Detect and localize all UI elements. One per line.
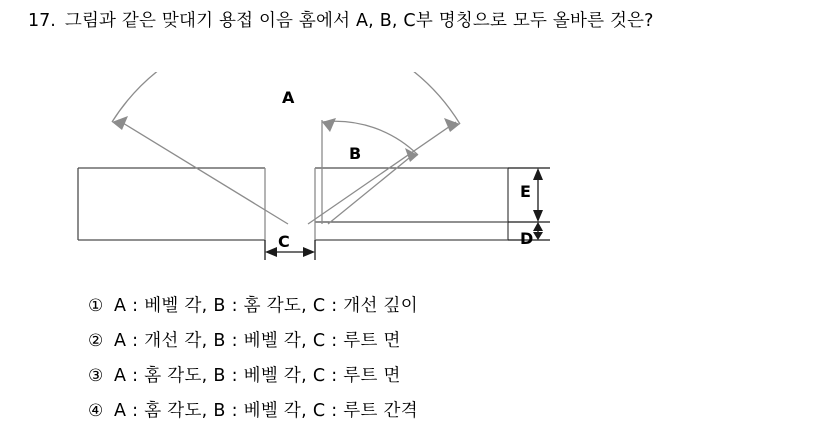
question-number: 17. <box>28 11 56 31</box>
choice-4-marker: ④ <box>88 401 104 421</box>
angle-b-legs <box>322 120 414 224</box>
choice-2-label: A : 개선 각, B : 베벨 각, C : 루트 면 <box>114 331 401 351</box>
question-stem <box>28 8 808 35</box>
choice-3-label: A : 홈 각도, B : 베벨 각, C : 루트 면 <box>114 366 401 386</box>
groove-bevel-lines <box>265 168 315 240</box>
figure-label-e: E <box>520 182 531 201</box>
figure-drawing <box>60 72 580 272</box>
figure-label-c: C <box>278 232 290 251</box>
answer-choices <box>88 289 788 429</box>
choice-1-marker: ① <box>88 296 104 316</box>
choice-2-marker: ② <box>88 331 104 351</box>
figure-label-b: B <box>349 144 362 163</box>
choice-1[interactable] <box>88 289 788 324</box>
weld-groove-figure <box>60 72 580 272</box>
choice-4-label: A : 홈 각도, B : 베벨 각, C : 루트 간격 <box>114 401 418 421</box>
angle-a-arrowheads <box>112 116 460 132</box>
figure-label-d: D <box>520 229 534 248</box>
angle-a-legs <box>118 120 456 224</box>
angle-b-arrowheads <box>322 118 418 162</box>
choice-3[interactable] <box>88 359 788 394</box>
plate-outline <box>78 168 508 240</box>
figure-label-a: A <box>282 88 295 107</box>
choice-2[interactable] <box>88 324 788 359</box>
angle-b-arc <box>322 121 418 155</box>
choice-3-marker: ③ <box>88 366 104 386</box>
choice-1-label: A : 베벨 각, B : 홈 각도, C : 개선 깊이 <box>114 296 418 316</box>
dimension-d-arrowheads <box>533 222 543 240</box>
choice-4[interactable] <box>88 394 788 429</box>
question-text: 그림과 같은 맞대기 용접 이음 홈에서 A, B, C부 명칭으로 모두 올바른 것은? <box>64 11 654 31</box>
